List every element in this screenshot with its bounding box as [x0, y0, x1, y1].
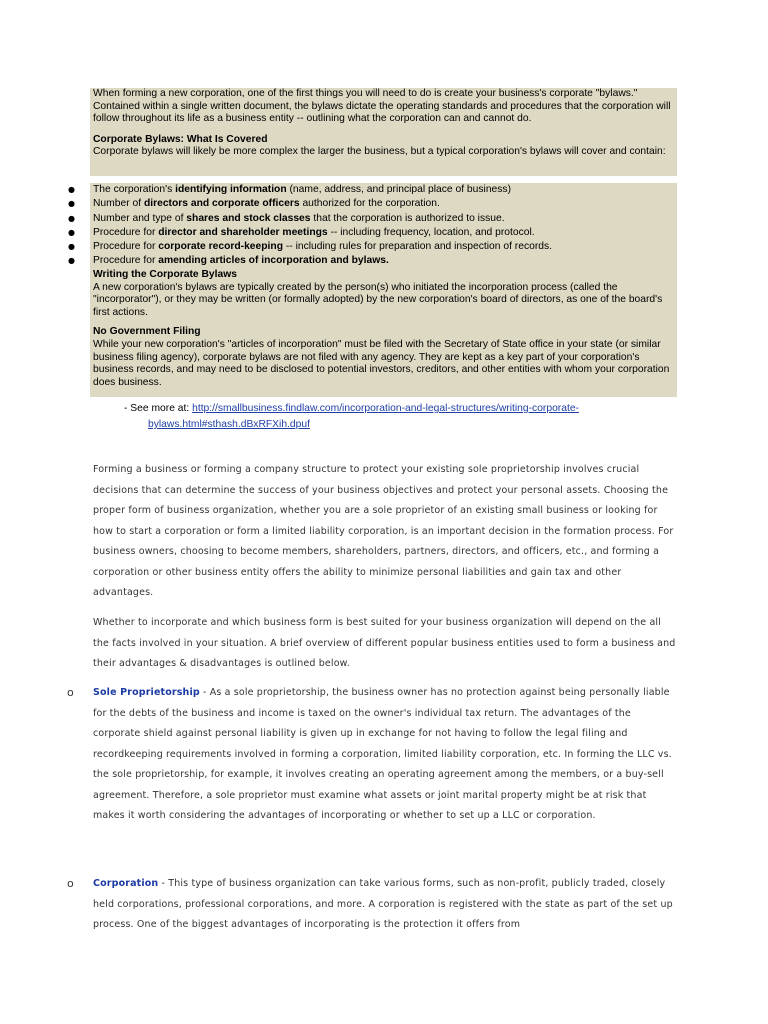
source-link[interactable]: http://smallbusiness.findlaw.com/incorporation-and-legal-structures/writing-corporate-: [192, 403, 579, 414]
list-item: ● The corporation's identifying information (name, address, and principal place of business): [0, 183, 768, 197]
bullet-icon: ●: [68, 242, 75, 252]
corporation-term: Corporation: [93, 878, 159, 889]
list-item: ● Number and type of shares and stock classes that the corporation is authorized to issue.: [0, 212, 768, 226]
writing-heading: Writing the Corporate Bylaws: [93, 269, 237, 280]
circle-bullet-icon: o: [67, 686, 74, 699]
source-link-continued[interactable]: bylaws.html#sthash.dBxRFXih.dpuf: [148, 419, 310, 430]
corporation-item: [93, 874, 678, 936]
list-item: ● Procedure for amending articles of incorporation and bylaws.: [0, 254, 768, 268]
overview-paragraph: Whether to incorporate and which business form is best suited for your business organization will depend on the all the facts involved in your situation. A brief overview of different popular business entities used to form a business and their advantages & disadvantages is outlined below.: [93, 617, 676, 669]
list-item: ● Procedure for director and shareholder meetings -- including frequency, location, and protocol.: [0, 226, 768, 240]
see-more-prefix: - See more at:: [124, 403, 193, 414]
bullet-icon: ●: [68, 199, 75, 209]
filing-paragraph: While your new corporation's "articles of incorporation" must be filed with the Secretary of State office in your state (or similar business filing agency), corporate bylaws are not filed with any agency. They are kept as a key part of your corporation's business records, and may need to be disclosed to potential investors, creditors, and other entities with whom your corporation does business.: [93, 338, 670, 388]
list-item: ● Number of directors and corporate officers authorized for the corporation.: [0, 197, 768, 211]
intro-section: [90, 88, 677, 176]
see-more-line: [124, 401, 664, 433]
intro-paragraph: When forming a new corporation, one of the first things you will need to do is create your business's corporate "bylaws." Contained within a single written document, the bylaws dictate the operating standards and procedures that the corporation will follow throughout its life as a business entity -- outlining what the corporation can and cannot do.: [93, 88, 671, 125]
bullet-icon: ●: [68, 185, 75, 194]
sole-proprietorship-text: - As a sole proprietorship, the business owner has no protection against being personally liable for the debts of the business and income is taxed on the owner's individual tax return. The advantages of the corporate shield against personal liability is given up in exchange for not having to follow the legal filing and recordkeeping requirements involved in forming a corporation, limited liability corporation, etc. In forming the LLC vs. the sole proprietorship, for example, it involves creating an operating agreement among the members, or a buy-sell agreement. Therefore, a sole proprietor must examine what assets or joint marital property might be at risk that makes it worth considering the advantages of incorporating or whether to set up a LLC or corporation.: [93, 687, 672, 821]
circle-bullet-icon: o: [67, 877, 74, 890]
writing-section: [90, 269, 677, 397]
filing-heading: No Government Filing: [93, 326, 201, 338]
writing-paragraph: A new corporation's bylaws are typically created by the person(s) who initiated the incorporation process (called the "incorporator"), or they may be written (or formally adopted) by the new corporation's board of directors, as one of the board's first actions.: [93, 281, 663, 318]
intro-body-paragraph: Forming a business or forming a company structure to protect your existing sole proprietorship involves crucial decisions that can determine the success of your business objectives and protect your personal assets. Choosing the proper form of business organization, whether you are a sole proprietor of an existing small business or looking for how to start a corporation or form a limited liability corporation, is an important decision in the formation process. For business owners, choosing to become members, shareholders, partners, directors, and officers, etc., and forming a corporation or other business entity offers the ability to minimize personal liabilities and gain tax and other advantages.: [93, 464, 674, 598]
bylaws-bullet-list: [0, 183, 768, 269]
list-item: ● Procedure for corporate record-keeping -- including rules for preparation and inspection of records.: [0, 240, 768, 254]
corporation-text: - This type of business organization can take various forms, such as non-profit, publicly traded, closely held corporations, professional corporations, and more. A corporation is registered with the state as part of the set up process. One of the biggest advantages of incorporating is the protection it offers from: [93, 878, 673, 930]
covered-heading: Corporate Bylaws: What Is Covered: [93, 133, 268, 145]
covered-paragraph: Corporate bylaws will likely be more complex the larger the business, but a typical corporation's bylaws will cover and contain:: [93, 146, 666, 158]
bullet-icon: ●: [68, 227, 75, 237]
bullet-icon: ●: [68, 213, 75, 223]
sole-proprietorship-item: [93, 683, 678, 827]
sole-proprietorship-term: Sole Proprietorship: [93, 687, 200, 698]
bullet-icon: ●: [68, 256, 75, 266]
